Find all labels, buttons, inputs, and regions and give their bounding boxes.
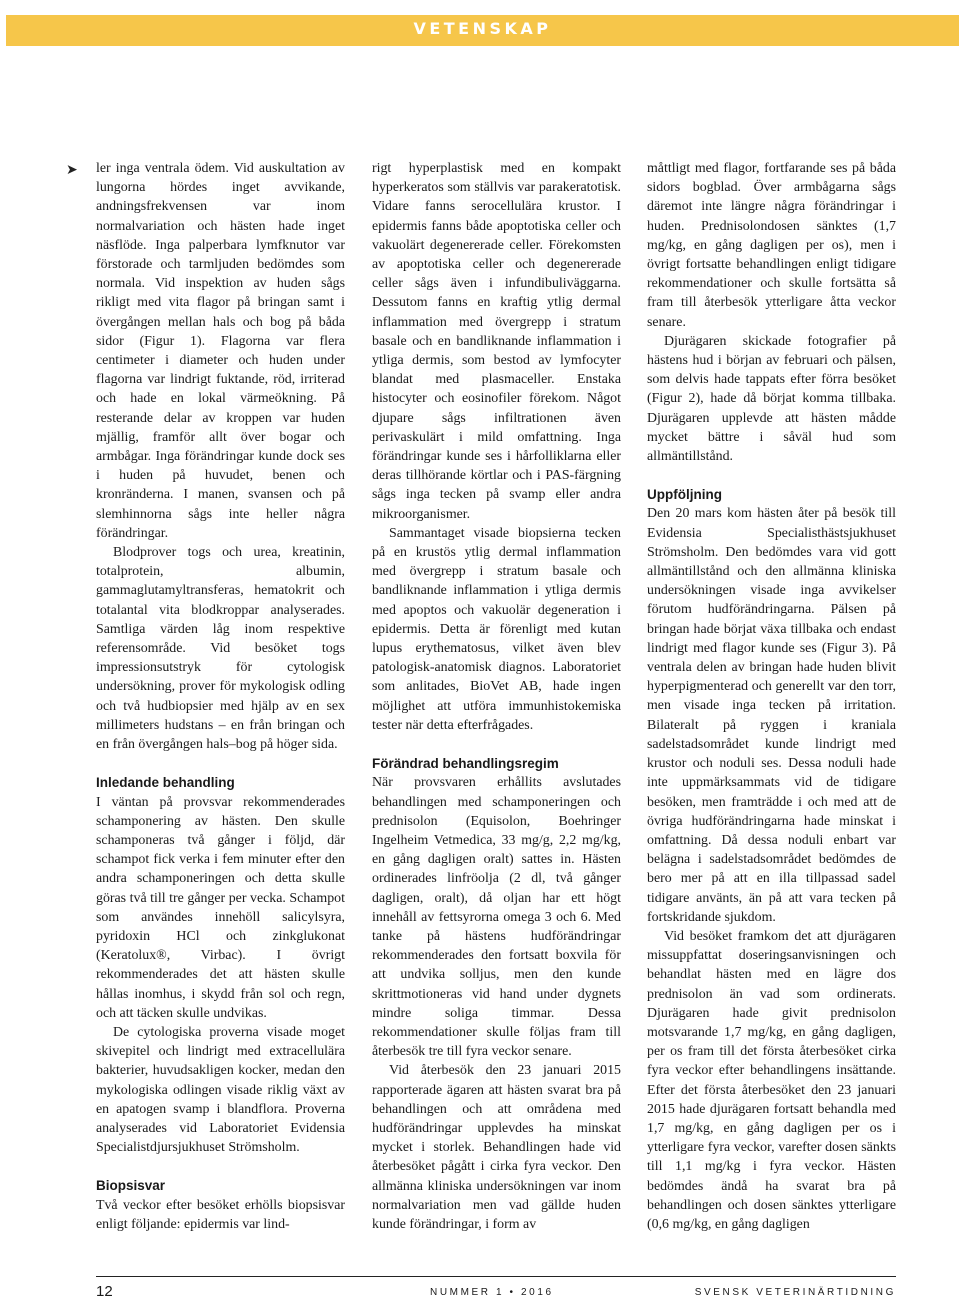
section-banner [6,15,959,46]
column-1 [96,159,345,1234]
column-2 [372,159,621,1234]
paragraph: Vid återbesök den 23 januari 2015 rapporterade ägaren att hästen svarat bra på behandlingen och att områdena med hudförändringar upplevdes ha minskat mycket i storlek. Behandlingen hade vid återbesöket pågått i cirka fyra veckor. Den allmänna kliniska undersökningen var inom normalvariation men vad gällde huden kunde förändringar, i form av [372,1063,621,1232]
section-label: VETENSKAP [413,19,552,38]
section-heading: Förändrad behandlingsregim [372,756,559,772]
page-number: 12 [96,1283,113,1300]
paragraph: Blodprover togs och urea, kreatinin, totalprotein, albumin, gammaglutamyltransferas, hematokrit och totalantal vita blodkroppar analyserades. Samtliga värden låg inom respektive referensområde. Vid besöket togs impressionsutstryk för cytologisk undersökning, prover för mykologisk odling och två hudbiopsier med hjälp av en sex millimeters hudstans – en från bringan och en från övergången hals–bog på höger sida. [96,545,345,753]
paragraph: Den 20 mars kom hästen åter på besök till Evidensia Specialisthästsjukhuset Strömsholm. Den bedömdes vara vid gott allmäntillstånd och den allmänna kliniska undersökningen visade inga avvikelser förutom hudförändringarna. Pälsen på bringan hade börjat växa tillbaka och endast lindrigt med flagor kunde ses (Figur 3). På ventrala delen av bringan hade huden blivit hyperpigmenterad och generellt var den torr, men visade inga tecken på irritation. Bilateralt på ryggen i kraniala sadelstadsområdet kunde lindrigt med krustor och noduli ses. Dessa noduli hade inte uppmärksammats vid de tidigare besöken, men framträdde i och med att de övriga hudförändringarna hade minskat i omfattning. Då dessa noduli enbart var belägna i sadelstadsområdet bedömdes de bero mer på att en illa tillpassad sadel tidigare använts, än på att vara tecken på fortskridande sjukdom. [647,506,896,925]
paragraph: rigt hyperplastisk med en kompakt hyperkeratos som ställvis var parakeratotisk. Vidare fanns serocellulära krustor. I epidermis fanns både apoptotiska celler och vakuolärt degenererade celler. Förekomsten av apoptotiska celler och degenererade celler sågs även i infundibuliväggarna. Dessutom fanns en kraftig ytlig dermal inflammation med övergrepp i stratum basale och en bandliknande inflammation i ytliga dermis, som bestod av lymfocyter blandat med plasmaceller. Enstaka histocyter och eosinofiler förekom. Något djupare sågs infiltrationen även perivaskulärt i mild omfattning. Inga förändringar kunde ses i hårfolliklarna eller deras tillhörande körtlar och i PAS-färgning sågs inga tecken på svamp eller andra mikroorganismer. [372,161,621,522]
paragraph: Två veckor efter besöket erhölls biopsisvar enligt följande: epidermis var lind- [96,1197,345,1232]
issue-label: NUMMER 1 • 2016 [430,1287,554,1298]
section-heading: Uppföljning [647,487,722,503]
paragraph: ler inga ventrala ödem. Vid auskultation av lungorna hördes inget avvikande, andningsfrekvensen var inom normalvariation och hästen hade inget näsflöde. Inga palperbara lymfknutor var förstorade och tarmljuden bedömdes som normala. Vid inspektion av huden sågs rikligt med vita flagor på bringan samt i övergången mellan hals och bog på båda sidor (Figur 1). Flagorna var flera centimeter i diameter och huden under flagorna var lindrigt fuktande, röd, irriterad och hade en lokal värmeökning. På resterande delar av kroppen var huden mjällig, framför allt över bogar och armbågar. Inga förändringar kunde dock ses i huden på huvudet, benen och kronränderna. I manen, svansen och på slemhinnorna sågs inte heller några förändringar. [96,161,345,541]
section-heading: Inledande behandling [96,775,235,791]
paragraph: När provsvaren erhållits avslutades behandlingen med schamponeringen och prednisolon (Equisolon, Boehringer Ingelheim Vetmedica, 33 mg/g, 2,2 mg/kg, en gång dagligen oralt) sattes in. Hästen ordinerades linfröolja (2 dl, två gånger dagligen, oralt), då oljan har ett högt innehåll av fettsyrorna omega 3 och 6. Med tanke på hästens hudförändringar rekommenderades den fortsatt boxvila för att undvika solljus, men den kunde skrittmotioneras vid hand under dygnets mindre soliga timmar. Dessa rekommendationer skulle följas fram till återbesök tre till fyra veckor senare. [372,775,621,1060]
section-heading: Biopsisvar [96,1178,166,1194]
footer-divider [96,1276,896,1277]
paragraph: Djurägaren skickade fotografier på hästens hud i början av februari och pälsen, som delvis hade tappats efter förra besöket (Figur 2), hade då börjat komma tillbaka. Djurägaren upplevde att hästen mådde mycket bättre i såväl hud som allmäntillstånd. [647,333,896,465]
journal-name: SVENSK VETERINÄRTIDNING [694,1287,896,1298]
paragraph: måttligt med flagor, fortfarande ses på båda sidors bogblad. Över armbågarna sågs däremot inte längre några förändringar i huden. Prednisolondosen sänktes (1,7 mg/kg, en gång dagligen per os), men i övrigt fortsatte behandlingen enligt tidigare rekommendationer och skulle fortsätta så fram till återbesök ytterligare åtta veckor senare. [647,161,896,330]
paragraph: De cytologiska proverna visade moget skivepitel och lindrigt med extracellulära bakterier, huvudsakligen kocker, medan den mykologiska odlingen visade riklig växt av en apatogen svamp i blandflora. Proverna analyserades vid Laboratoriet Evidensia Specialistdjursjukhuset Strömsholm. [96,1024,345,1156]
continuation-arrow-icon: ➤ [66,162,78,178]
paragraph: Sammantaget visade biopsierna tecken på en krustös ytlig dermal inflammation med övergrepp i stratum basale och bandliknande inflammation i ytliga dermis med apoptos och vakuolär degeneration i epidermis. Detta är förenligt med kutan lupus erythematosus, vilket även blev patologisk-anatomisk diagnos. Laboratoriet som anlitades, BioVet AB, hade ingen möjlighet att utföra immunhistokemiska tester när detta efterfrågades. [372,525,621,733]
column-3 [647,159,896,1234]
paragraph: I väntan på provsvar rekommenderades schamponering av hästen. Den skulle schamponeras två gånger i följd, där schampot fick verka i fem minuter efter den andra schamponeringen och detta skulle göras två till tre gånger per vecka. Schampot som användes innehöll salicylsyra, pyridoxin HCl och zinkglukonat (Keratolux®, Virbac). I övrigt rekommenderades det att hästen skulle hållas inomhus, i skydd från sol och regn, och att täcken skulle undvikas. [96,794,345,1021]
paragraph: Vid besöket framkom det att djurägaren missuppfattat doseringsanvisningen och behandlat hästen med en lägre dos prednisolon än vad som ordinerats. Djurägaren hade givit prednisolon motsvarande 1,7 mg/kg, en gång dagligen, per os fram till det första återbesöket cirka fyra veckor efter behandlingens insättande. Efter det första återbesöket den 23 januari 2015 hade djurägaren fortsatt behandla med 1,7 mg/kg, en gång dagligen per os i ytterligare fyra veckor, varefter dosen sänkts till 1,1 mg/kg i fyra veckor. Hästen bedömdes ändå ha svarat bra på behandlingen och dosen sänktes ytterligare (0,6 mg/kg, en gång dagligen [647,928,896,1232]
